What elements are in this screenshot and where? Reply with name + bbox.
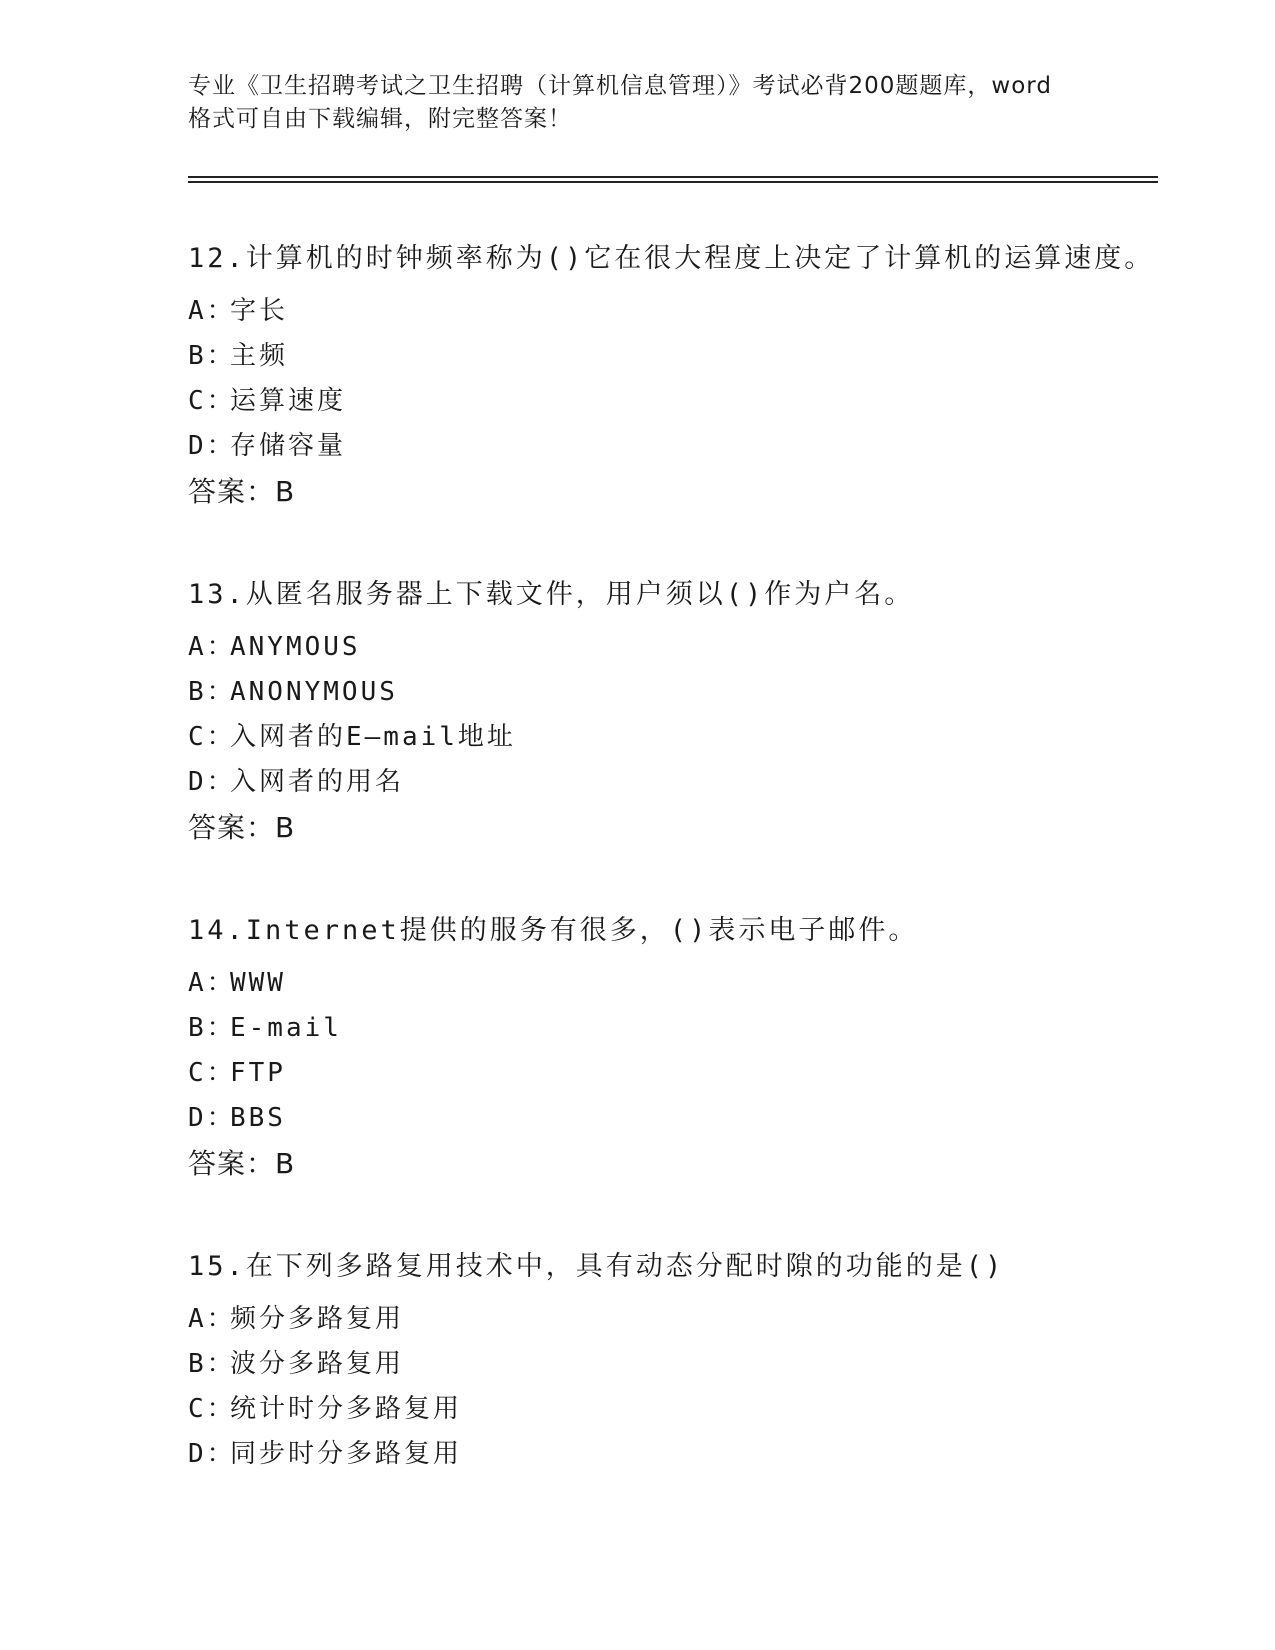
option-a xyxy=(188,289,1158,334)
option-b xyxy=(188,334,1158,379)
answer-line: 答案：B xyxy=(188,811,296,844)
answer-line: 答案：B xyxy=(188,475,296,508)
header-title-line-1: 专业《卫生招聘考试之卫生招聘（计算机信息管理）》考试必背200题题库，word xyxy=(188,73,1052,99)
option-text: 波分多路复用 xyxy=(230,1349,405,1379)
question-stem: 12.计算机的时钟频率称为()它在很大程度上决定了计算机的运算速度。 xyxy=(188,243,1155,274)
option-text: E-mail xyxy=(230,1013,342,1043)
header-divider xyxy=(188,176,1158,183)
option-a xyxy=(188,1297,1158,1342)
option-letter: A： xyxy=(188,968,236,998)
option-text: 同步时分多路复用 xyxy=(230,1439,463,1469)
document-header xyxy=(188,70,1158,136)
option-b xyxy=(188,670,1158,715)
question-stem: 14.Internet提供的服务有很多，()表示电子邮件。 xyxy=(188,915,919,946)
option-letter: D： xyxy=(188,767,236,797)
option-c xyxy=(188,1051,1158,1096)
option-text: 统计时分多路复用 xyxy=(230,1394,463,1424)
option-text: 运算速度 xyxy=(230,386,347,416)
option-letter: A： xyxy=(188,1304,236,1334)
option-text: 频分多路复用 xyxy=(230,1304,405,1334)
option-d xyxy=(188,424,1158,469)
question-15 xyxy=(188,1247,1158,1477)
header-title-line-2: 格式可自由下载编辑，附完整答案！ xyxy=(188,106,572,132)
option-text: 字长 xyxy=(230,296,289,326)
option-letter: C： xyxy=(188,1394,236,1424)
option-c xyxy=(188,1387,1158,1432)
option-text: ANYMOUS xyxy=(230,632,361,662)
option-text: BBS xyxy=(230,1103,286,1133)
option-a xyxy=(188,961,1158,1006)
option-letter: C： xyxy=(188,1058,236,1088)
option-text: WWW xyxy=(230,968,286,998)
option-text: 入网者的E—mail地址 xyxy=(230,722,516,752)
option-a xyxy=(188,625,1158,670)
option-text: ANONYMOUS xyxy=(230,677,398,707)
option-b xyxy=(188,1342,1158,1387)
option-letter: B： xyxy=(188,1349,236,1379)
option-letter: A： xyxy=(188,632,236,662)
question-12 xyxy=(188,233,1158,515)
question-stem: 13.从匿名服务器上下载文件，用户须以()作为户名。 xyxy=(188,579,915,610)
option-letter: A： xyxy=(188,296,236,326)
option-letter: D： xyxy=(188,431,236,461)
document-page xyxy=(188,70,1158,1477)
option-letter: D： xyxy=(188,1439,236,1469)
answer-line: 答案：B xyxy=(188,1147,296,1180)
option-c xyxy=(188,715,1158,760)
option-letter: B： xyxy=(188,341,236,371)
option-d xyxy=(188,1432,1158,1477)
option-letter: C： xyxy=(188,722,236,752)
option-c xyxy=(188,379,1158,424)
option-letter: B： xyxy=(188,677,236,707)
question-stem: 15.在下列多路复用技术中，具有动态分配时隙的功能的是() xyxy=(188,1251,1005,1282)
option-text: 入网者的用名 xyxy=(230,767,405,797)
option-letter: D： xyxy=(188,1103,236,1133)
option-letter: C： xyxy=(188,386,236,416)
option-d xyxy=(188,1096,1158,1141)
option-text: 存储容量 xyxy=(230,431,347,461)
option-letter: B： xyxy=(188,1013,236,1043)
question-14 xyxy=(188,911,1158,1187)
option-b xyxy=(188,1006,1158,1051)
option-d xyxy=(188,760,1158,805)
option-text: FTP xyxy=(230,1058,286,1088)
option-text: 主频 xyxy=(230,341,289,371)
question-13 xyxy=(188,575,1158,851)
